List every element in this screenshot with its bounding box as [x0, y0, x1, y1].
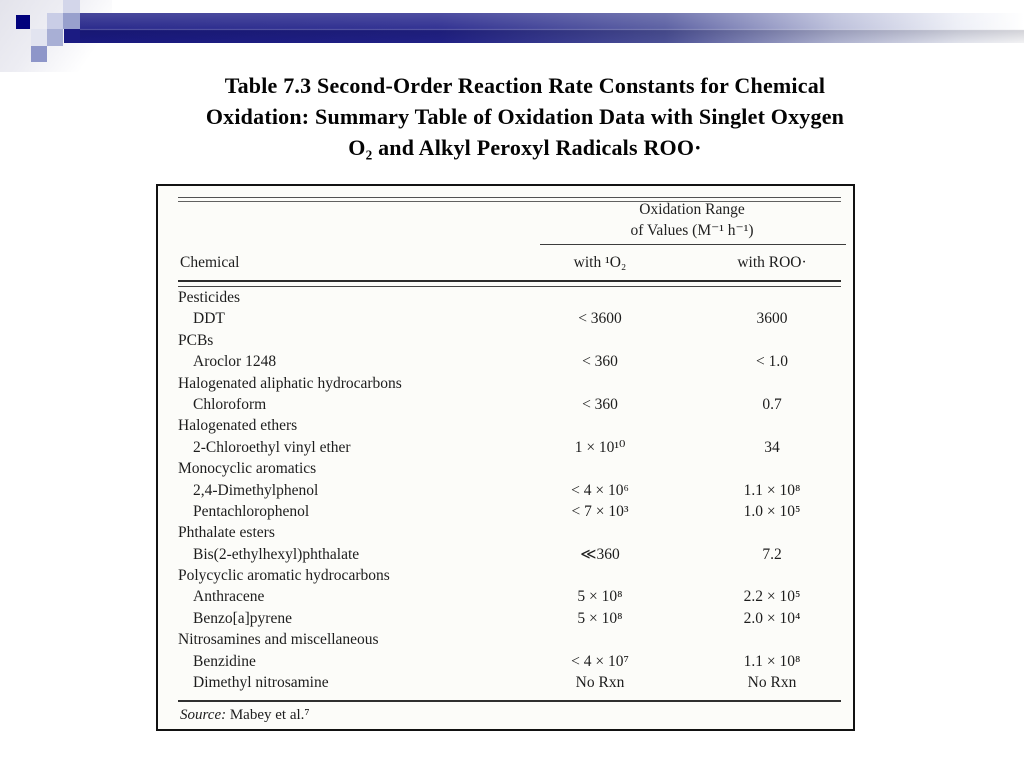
table-row	[178, 330, 841, 351]
table-row	[178, 522, 841, 543]
o2-value-cell: 5 × 10⁸	[577, 588, 623, 606]
group-header	[538, 199, 846, 241]
chemical-cell: PCBs	[178, 331, 214, 349]
roo-value-cell: 0.7	[762, 395, 782, 413]
source-label: Source:	[180, 707, 227, 723]
table-bottom-rule	[178, 700, 841, 702]
roo-value-cell: 34	[764, 438, 780, 456]
o2-value-cell: 5 × 10⁸	[577, 609, 623, 627]
o2-value-cell: No Rxn	[575, 674, 625, 692]
table-row	[178, 394, 841, 415]
title-line-1: Table 7.3 Second-Order Reaction Rate Constants for Chemical	[224, 73, 826, 98]
o2-value-cell: < 4 × 10⁷	[571, 652, 629, 670]
column-header-o2: with ¹O₂	[573, 254, 627, 271]
title-line-2: Oxidation: Summary Table of Oxidation Data with Singlet Oxygen	[205, 104, 845, 129]
o2-value-cell: < 360	[582, 353, 618, 371]
roo-value-cell: 3600	[756, 310, 788, 328]
roo-value-cell: 2.0 × 10⁴	[743, 609, 801, 627]
roo-value-cell: 1.1 × 10⁸	[743, 481, 801, 499]
table-rows	[178, 287, 841, 693]
table-row	[178, 437, 841, 458]
table-row	[178, 287, 841, 308]
deco-square	[47, 13, 63, 29]
chemical-cell: Phthalate esters	[178, 524, 275, 542]
table-row	[178, 308, 841, 329]
deco-square	[31, 46, 47, 62]
roo-value-cell: No Rxn	[747, 674, 797, 692]
table-row	[178, 672, 841, 693]
deco-square	[63, 0, 80, 13]
gradient-bar-step	[64, 29, 80, 43]
table-row	[178, 586, 841, 607]
header-separator-rule	[178, 280, 841, 287]
deco-square	[63, 13, 80, 29]
chemical-cell: Halogenated ethers	[178, 417, 298, 435]
chemical-cell: Pentachlorophenol	[193, 502, 310, 520]
deco-square	[31, 29, 47, 46]
group-header-rule	[540, 244, 846, 245]
chemical-cell: Anthracene	[193, 588, 265, 606]
column-header-roo: with ROO·	[737, 254, 807, 271]
group-header-line-1: Oxidation Range	[639, 201, 745, 218]
chemical-cell: Dimethyl nitrosamine	[193, 674, 329, 692]
roo-value-cell: < 1.0	[756, 353, 788, 371]
table-row	[178, 608, 841, 629]
table-source	[180, 707, 310, 724]
o2-value-cell: < 4 × 10⁶	[571, 481, 629, 499]
slide-title	[75, 70, 975, 163]
table-row	[178, 480, 841, 501]
roo-value-cell: 1.1 × 10⁸	[743, 652, 801, 670]
o2-value-cell: < 3600	[578, 310, 622, 328]
gradient-bar	[80, 13, 1024, 43]
group-header-line-2: of Values (M⁻¹ h⁻¹)	[630, 222, 754, 239]
table-row	[178, 651, 841, 672]
chemical-cell: Polycyclic aromatic hydrocarbons	[178, 567, 390, 585]
chemical-cell: 2-Chloroethyl vinyl ether	[193, 438, 351, 456]
chemical-cell: 2,4-Dimethylphenol	[193, 481, 319, 499]
table-row	[178, 458, 841, 479]
o2-value-cell: 1 × 10¹⁰	[574, 438, 626, 456]
chemical-cell: Benzo[a]pyrene	[193, 609, 292, 627]
o2-value-cell: < 7 × 10³	[571, 502, 629, 520]
chemical-cell: Monocyclic aromatics	[178, 460, 317, 478]
title-line-3: O₂ and Alkyl Peroxyl Radicals ROO·	[348, 135, 702, 160]
table-row	[178, 373, 841, 394]
table-row	[178, 501, 841, 522]
roo-value-cell: 1.0 × 10⁵	[743, 502, 801, 520]
table-row	[178, 351, 841, 372]
chemical-cell: DDT	[193, 310, 225, 328]
table-row	[178, 544, 841, 565]
table-row	[178, 629, 841, 650]
chemical-cell: Aroclor 1248	[193, 353, 277, 371]
deco-square	[47, 29, 63, 46]
chemical-cell: Halogenated aliphatic hydrocarbons	[178, 374, 402, 392]
table-row	[178, 415, 841, 436]
chemical-cell: Benzidine	[193, 652, 256, 670]
deco-square	[16, 15, 30, 29]
roo-value-cell: 2.2 × 10⁵	[743, 588, 801, 606]
chemical-cell: Bis(2-ethylhexyl)phthalate	[193, 545, 360, 563]
chemical-cell: Nitrosamines and miscellaneous	[178, 631, 379, 649]
source-text: Mabey et al.⁷	[229, 707, 310, 723]
chemical-cell: Pesticides	[178, 289, 240, 306]
table-row	[178, 565, 841, 586]
roo-value-cell: 7.2	[762, 545, 782, 563]
column-header-chemical: Chemical	[180, 254, 240, 271]
o2-value-cell: < 360	[582, 395, 618, 413]
o2-value-cell: ≪360	[580, 545, 620, 563]
chemical-cell: Chloroform	[193, 395, 267, 413]
oxidation-table	[156, 184, 855, 731]
